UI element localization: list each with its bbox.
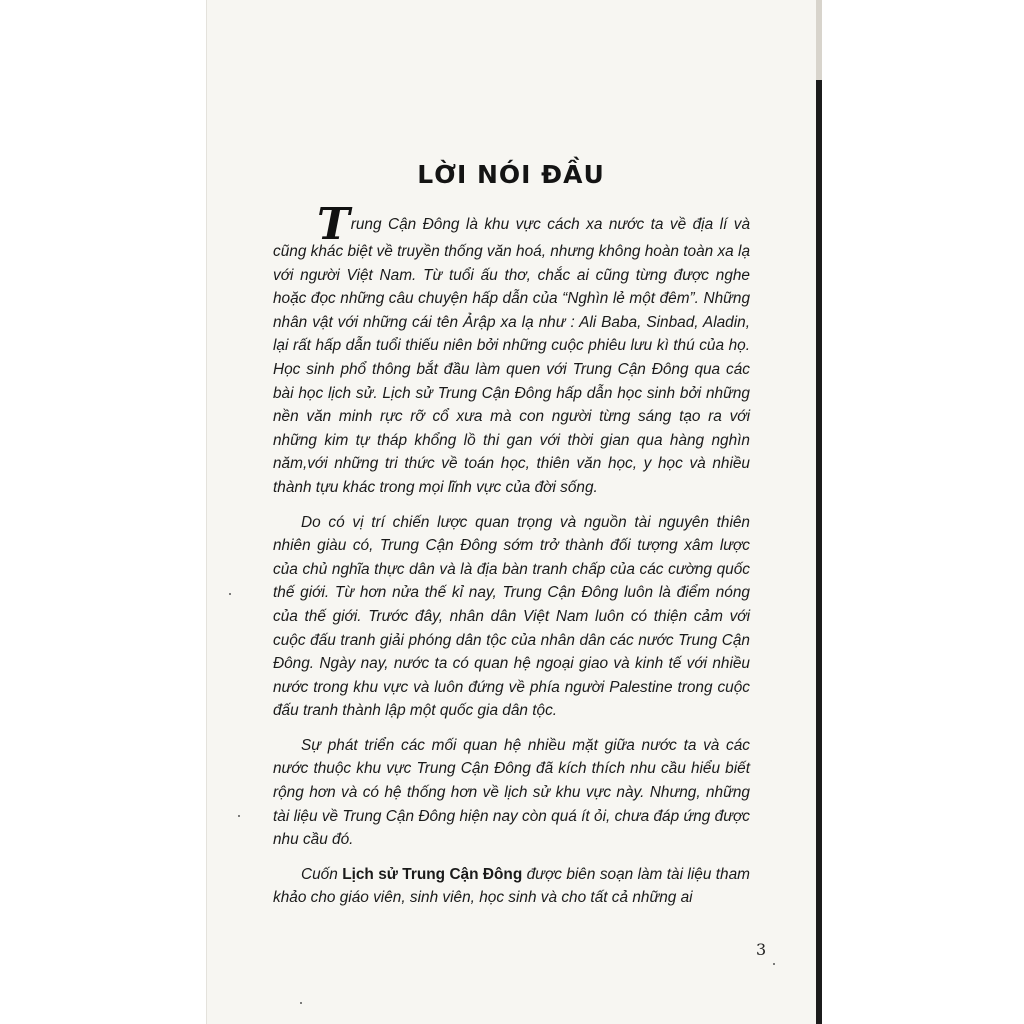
paragraph-4-lead: Cuốn	[301, 865, 343, 883]
right-margin-background	[822, 0, 1024, 1024]
page-number: 3	[756, 940, 767, 959]
drop-cap: T	[317, 199, 350, 250]
paragraph-2: Do có vị trí chiến lược quan trọng và nguồn tài nguyên thiên nhiên giàu có, Trung Cận Đông sớm trở thành đối tượng xâm lược của chủ nghĩa thực dân và là địa bàn tranh chấp của các cường quốc thế giới. Từ hơn nửa thế kỉ nay, Trung Cận Đông luôn là điểm nóng của thế giới. Trước đây, nhân dân Việt Nam luôn có thiện cảm với cuộc đấu tranh giải phóng dân tộc của nhân dân các nước Trung Cận Đông. Ngày nay, nước ta có quan hệ ngoại giao và kinh tế với nhiều nước trong khu vực và luôn đứng về phía người Palestine trong cuộc đấu tranh thành lập một quốc gia dân tộc.	[273, 513, 750, 720]
preface-body	[273, 199, 750, 921]
paragraph-1	[273, 199, 750, 500]
page-title: LỜI NÓI ĐẦU	[417, 160, 605, 189]
book-title-bold: Lịch sử Trung Cận Đông	[342, 865, 523, 883]
paragraph-1-text: rung Cận Đông là khu vực cách xa nước ta về địa lí và cũng khác biệt về truyền thống văn hoá, nhưng không hoàn toàn xa lạ với người Việt Nam. Từ tuổi ấu thơ, chắc ai cũng từng được nghe hoặc đọc những câu chuyện hấp dẫn của “Nghìn lẻ một đêm”. Những nhân vật với những cái tên Ảrập xa lạ như : Ali Baba, Sinbad, Aladin, lại rất hấp dẫn tuổi thiếu niên bởi những cuộc phiêu lưu kì thú của họ. Học sinh phổ thông bắt đầu làm quen với Trung Cận Đông qua các bài học lịch sử. Lịch sử Trung Cận Đông hấp dẫn học sinh bởi những nền văn minh rực rỡ cổ xưa mà con người từng sáng tạo ra với những kim tự tháp khổng lồ thi gan với thời gian qua hàng nghìn năm,với những tri thức về toán học, thiên văn học, y học và nhiều thành tựu khác trong mọi lĩnh vực của đời sống.	[273, 216, 750, 496]
paragraph-4	[273, 863, 750, 910]
left-margin-background	[0, 0, 206, 1024]
paper-speck	[238, 815, 240, 817]
paper-speck	[773, 963, 775, 965]
paper-speck	[300, 1002, 302, 1004]
paper-speck	[229, 593, 231, 595]
paragraph-3: Sự phát triển các mối quan hệ nhiều mặt giữa nước ta và các nước thuộc khu vực Trung Cận Đông đã kích thích nhu cầu hiểu biết rộng hơn và có hệ thống hơn về lịch sử khu vực này. Nhưng, những tài liệu về Trung Cận Đông hiện nay còn quá ít ỏi, chưa đáp ứng được nhu cầu đó.	[273, 736, 750, 849]
paragraph-4-text: được biên soạn làm tài liệu tham khảo cho giáo viên, sinh viên, học sinh và cho tất cả những ai	[273, 865, 750, 907]
